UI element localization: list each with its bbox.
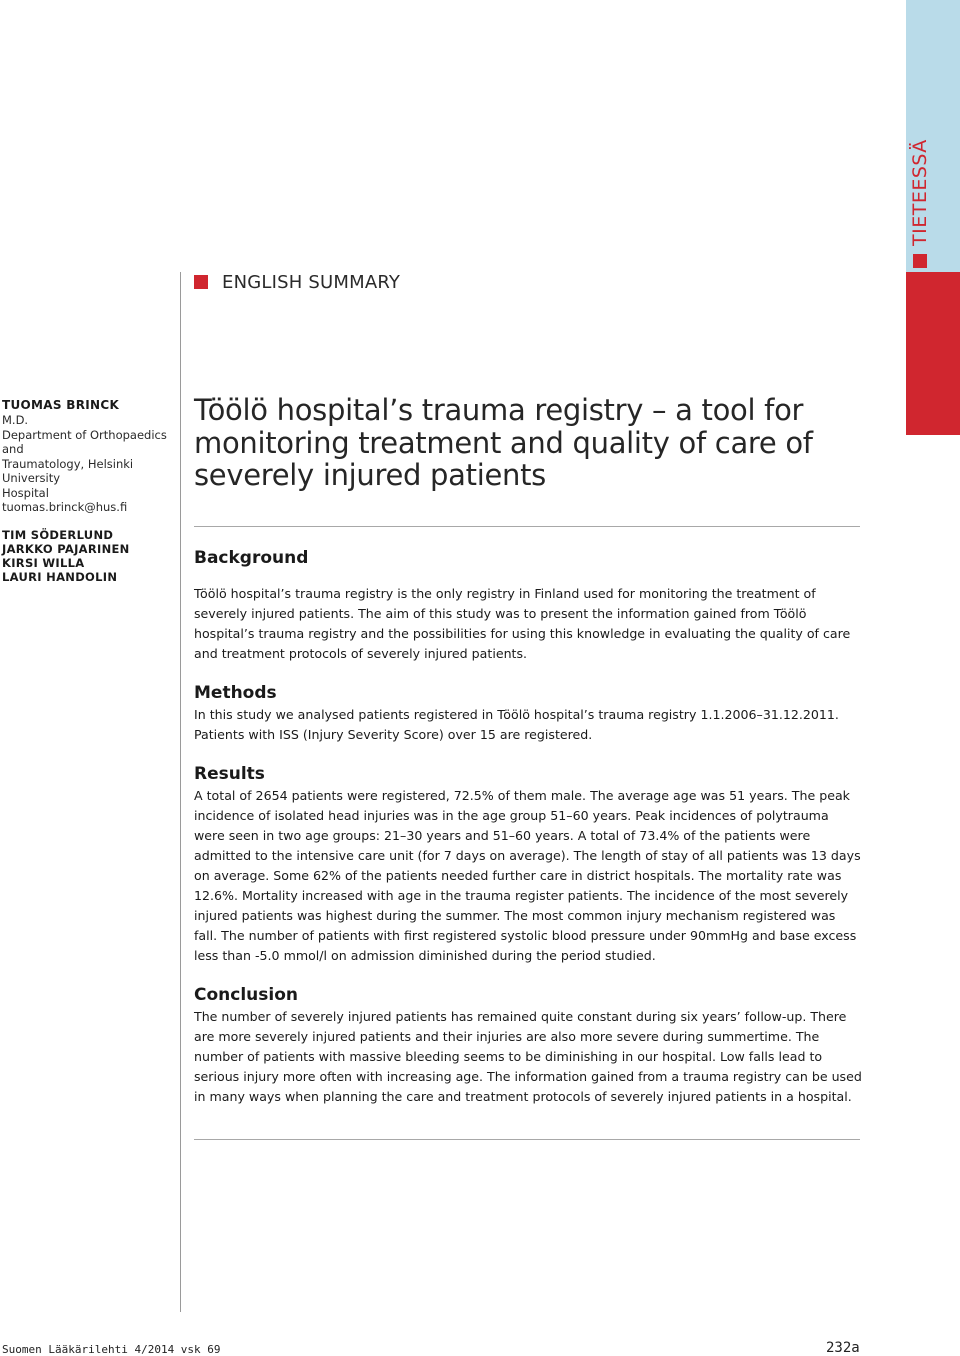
column-divider [180, 272, 181, 1312]
author-affiliation: Hospital [2, 485, 49, 500]
side-tab-red [906, 272, 960, 435]
heading-methods: Methods [194, 683, 277, 703]
coauthor-name: KIRSI WILLA [2, 555, 85, 570]
red-square-icon [913, 254, 927, 268]
text-methods: In this study we analysed patients registered in Töölö hospital’s trauma registry 1.1.2006–31.12.2011. Patients with ISS (Injury Severity Score) over 15 are registered. [194, 707, 839, 742]
article-title: Töölö hospital’s trauma registry – a tool for monitoring treatment and quality of care of severely injured patients [194, 393, 813, 492]
coauthor-list [2, 528, 174, 584]
coauthor-name: LAURI HANDOLIN [2, 569, 118, 584]
author-email: tuomas.brinck@hus.fi [2, 500, 128, 514]
text-results: A total of 2654 patients were registered, 72.5% of them male. The average age was 51 years. The peak incidence of isolated head injuries was in the age group 51–60 years. Peak incidences of polytrauma were seen in two age groups: 21–30 years and 51–60 years. A total of 73.4% of the patients were admitted to the intensive care unit (for 7 days on average). The length of stay of all patients was 13 days on average. Some 62% of the patients needed further care in district hospitals. The mortality rate was 12.6%. Mortality increased with age in the trauma register patients. The incidence of the most severely injured patients was highest during the summer. The most common injury mechanism registered was fall. The number of patients with first registered systolic blood pressure under 90mmHg and base excess less than -5.0 mmol/l on admission diminished during the period studied. [194, 788, 861, 963]
author-affiliation: Department of Orthopaedics and [2, 427, 167, 456]
side-tab-text: TIETEESSÄ [909, 139, 931, 246]
author-name: TUOMAS BRINCK [2, 398, 120, 412]
journal-citation: Suomen Lääkärilehti 4/2014 vsk 69 [2, 1343, 221, 1356]
heading-background: Background [194, 548, 309, 568]
text-background: Töölö hospital’s trauma registry is the only registry in Finland used for monitoring the treatment of severely injured patients. The aim of this study was to present the information gained from Töölö hospital’s trauma registry and the possibilities for using this knowledge in evaluating the quality of care and treatment protocols of severely injured patients. [194, 586, 851, 661]
heading-conclusion: Conclusion [194, 985, 298, 1005]
page-number: 232a [826, 1340, 860, 1356]
author-affiliation: Traumatology, Helsinki University [2, 456, 134, 485]
divider-bottom [194, 1139, 860, 1140]
divider-top [194, 526, 860, 527]
coauthor-name: JARKKO PAJARINEN [2, 541, 130, 556]
red-square-icon [194, 275, 208, 289]
section-label-text: ENGLISH SUMMARY [222, 272, 401, 293]
coauthor-name: TIM SÖDERLUND [2, 527, 114, 542]
author-degree: M.D. [2, 413, 29, 427]
side-tab-label [909, 139, 931, 268]
section-label [194, 272, 400, 293]
heading-results: Results [194, 764, 265, 784]
text-conclusion: The number of severely injured patients has remained quite constant during six years’ follow-up. There are more severely injured patients and their injuries are also more severe during summertime. The number of patients with massive bleeding seems to be diminishing in our hospital. Low falls lead to serious injury more often with increasing age. The information gained from a trauma registry can be used in many ways when planning the care and treatment protocols of severely injured patients in a hospital. [194, 1009, 862, 1104]
author-block [2, 398, 174, 584]
